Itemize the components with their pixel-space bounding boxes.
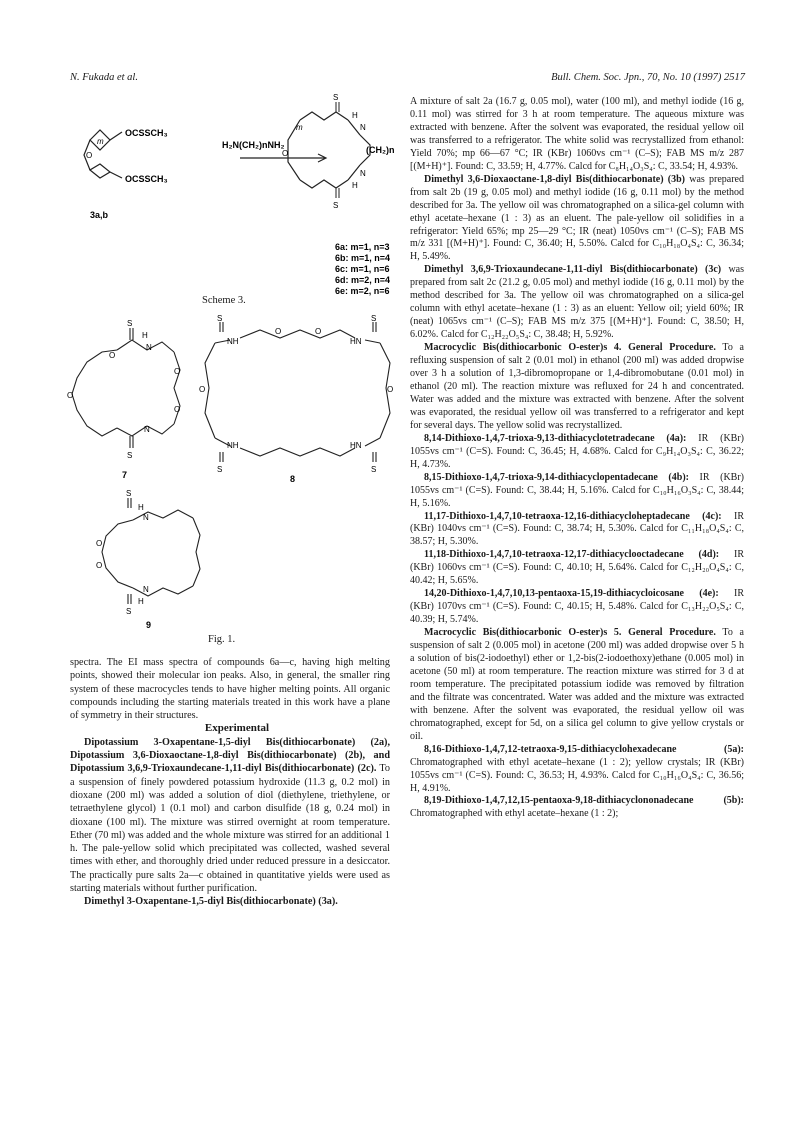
section-heading-experimental: Experimental (204, 722, 270, 735)
svg-text:N: N (143, 513, 149, 522)
start-group-top: OCSSCH₃ (125, 128, 168, 138)
right-paragraph-4: Macrocyclic Bis(dithiocarbonic O-ester)s 4. General Procedure. To a refluxing suspension of salt 2 (0.01 mol) in ethanol (200 ml) was added dropwise over 3 h a solution of 1,3-dibromopropane or 1,4-dibromobutane (0.01 mol) in ethanol (20 ml). The reaction mixture was refluxed for 24 h and concentrated. Water was added and the mixture was extracted with benzene. After the solvent was evaporated, the residual yellow oil was transferred to a refrigerator and kept for several days. The yellow solid was recrystallized. (410, 342, 744, 431)
svg-text:S: S (126, 607, 132, 616)
right-paragraph-11: 8,16-Dithioxo-1,4,7,12-tetraoxa-9,15-dithiacyclohexadecane (5a): Chromatographed with ethyl acetate–hexane (1 : 2); yellow crystals; IR (KBr) 1055vs cm⁻¹ (C=S). Found: C, 36.53; H, 4.93%. Calcd for C₁₀H₁₆O₄S₄: C, 36.56; H, 4.91%. (410, 743, 744, 794)
product-6a: 6a: m=1, n=3 (335, 242, 390, 252)
svg-text:S: S (127, 451, 133, 460)
product-6d: 6d: m=2, n=4 (335, 275, 391, 285)
left-paragraph-1: spectra. The EI mass spectra of compounds 6a—c, having high melting points, showed their molecular ion peaks. Also, in general, the smaller ring system of these macrocycles tends to have higher melting points. All organic compounds including the starting materials treated in this work have a plane of symmetry in their structures. (70, 657, 390, 722)
svg-text:O: O (275, 327, 282, 336)
structure-9-label: 9 (146, 620, 152, 630)
svg-text:O: O (387, 385, 394, 394)
left-paragraph-2: Dipotassium 3-Oxapentane-1,5-diyl Bis(dithiocarbonate) (2a), Dipotassium 3,6-Dioxaoctane-1,8-diyl Bis(dithiocarbonate) (2b), and Dipotassium 3,6,9-Trioxaundecane-1,11-diyl Bis(dithiocarbonate) (2c). To a suspension of finely powdered potassium hydroxide (11.3 g, 0.2 mol) in dioxane (200 ml) was added a solution of diol (diethylene, triethylene, or tetraethylene glycol) 1 (0.1 mol) and carbon disulfide (18 g, 0.24 mol) in dioxane (100 ml). The mixture was stirred overnight at room temperature. Ether (70 ml) was added and the whole mixture was stirred for an additional 1 h. The pale-yellow solid which precipitated was collected, washed several times with ether, and thoroughly dried under reduced pressure in a desiccator. The practically pure salts 2a—c obtained in quantitative yields were used as starting materials without further purification. (70, 736, 390, 895)
structure-8 (195, 314, 400, 488)
figure-caption: Fig. 1. (208, 634, 236, 645)
svg-text:O: O (199, 385, 206, 394)
product-h-top: H (352, 111, 358, 120)
right-paragraph-5: 8,14-Dithioxo-1,4,7-trioxa-9,13-dithiacyclotetradecane (4a): IR (KBr) 1055vs cm⁻¹ (C=S). Found: C, 36.45; H, 4.68%. Calcd for C₉H₁₄O₃S₄: C, 36.22; H, 4.73%. (410, 432, 745, 470)
svg-text:S: S (126, 489, 132, 498)
left-paragraph-3: Dimethyl 3-Oxapentane-1,5-diyl Bis(dithiocarbonate) (3a). (84, 896, 338, 908)
running-header-journal: Bull. Chem. Soc. Jpn., 70, No. 10 (1997) 2517 (551, 72, 745, 83)
structure-9 (88, 490, 228, 630)
svg-text:S: S (371, 314, 377, 323)
product-s-bottom: S (333, 201, 339, 210)
product-n-bottom: N (360, 169, 366, 178)
svg-text:O: O (96, 539, 103, 548)
left-column-text (70, 656, 390, 909)
svg-text:HN: HN (350, 337, 362, 346)
svg-text:HN: HN (350, 441, 362, 450)
svg-text:H: H (138, 597, 144, 606)
product-6e: 6e: m=2, n=6 (335, 286, 390, 296)
svg-text:S: S (127, 319, 133, 328)
svg-text:NH: NH (227, 337, 239, 346)
product-h-bottom: H (352, 181, 358, 190)
right-paragraph-9: 14,20-Dithioxo-1,4,7,10,13-pentaoxa-15,19-dithiacycloicosane (4e): IR (KBr) 1070vs cm⁻¹ (C=S). Found: C, 40.15; H, 5.48%. Calcd for C₁₃H₂₂O₅S₄: C, 40.39; H, 5.74%. (410, 588, 744, 626)
svg-text:N: N (144, 425, 150, 434)
start-m-label: m (97, 137, 104, 146)
start-compound-label: 3a,b (90, 210, 109, 220)
start-o-label: O (86, 151, 93, 160)
svg-text:S: S (217, 314, 223, 323)
running-header-authors: N. Fukada et al. (70, 72, 138, 83)
structure-7 (62, 320, 192, 480)
svg-text:N: N (143, 585, 149, 594)
product-o-left: O (282, 149, 289, 158)
right-paragraph-3: Dimethyl 3,6,9-Trioxaundecane-1,11-diyl Bis(dithiocarbonate) (3c) was prepared from salt 2c (21.2 g, 0.05 mol) and methyl iodide (16 g, 0.11 mol) by the method described for 3a. The yellow oil was chromatographed on a silica-gel column with ethyl acetate–hexane (1 : 3) as an eluent: Yellow oil; yield 60%; IR (neat) 1065vs cm⁻¹ (C–S); FAB MS m/z 375 [(M+H)⁺]. Found: C, 38.50; H, 6.02%. Calcd for C₁₂H₂₂O₅S₄: C, 38.48; H, 5.92%. (410, 264, 745, 341)
right-column-text (410, 96, 744, 821)
structure-8-label: 8 (290, 474, 296, 484)
scheme-caption: Scheme 3. (202, 295, 246, 306)
svg-text:H: H (138, 503, 144, 512)
svg-text:H: H (142, 331, 148, 340)
reagent-label: H₂N(CH₂)nNH₂ (222, 140, 285, 150)
right-paragraph-12: 8,19-Dithioxo-1,4,7,12,15-pentaoxa-9,18-dithiacyclononadecane (5b): Chromatographed with ethyl acetate–hexane (1 : 2); (410, 795, 744, 820)
svg-text:S: S (371, 465, 377, 474)
right-paragraph-2: Dimethyl 3,6-Dioxaoctane-1,8-diyl Bis(dithiocarbonate) (3b) was prepared from salt 2b (19 g, 0.05 mol) and methyl iodide (16 g, 0.11 mol) by the method described for 3a. The yellow oil was chromatographed on a silica-gel column with ethyl acetate–hexane (1 : 3) as an eluent. The pale-yellow oil solidifies in a refrigerator: Yield 65%; mp 25—29 °C; IR (neat) 1050vs cm⁻¹ (C–S); FAB MS m/z 331 [(M+H)⁺]. Found: C, 36.40; H, 5.50%. Calcd for C₁₀H₁₈O₄S₄: C, 36.34; H, 5.49%. (410, 173, 744, 263)
right-paragraph-10: Macrocyclic Bis(dithiocarbonic O-ester)s 5. General Procedure. To a suspension of salt 2 (0.005 mol) in acetone (200 ml) was added dropwise over 5 h a solution of bis(2-iodoethyl) ether or 1,2-bis(2-iodoethoxy)ethane (0.005 mol) in acetone (50 ml) at room temperature. The reaction mixture was stirred for 3 d at room temperature. The precipitated potassium iodide was removed by filtration and the filtrate was concentrated. Water was added and the mixture was extracted with benzene. After the solvent was evaporated, the residual yellow oil was chromatographed, except for 5d, on a silica gel column to give yellow crystals or oil. (410, 627, 744, 742)
right-paragraph-8: 11,18-Dithioxo-1,4,7,10-tetraoxa-12,17-dithiacyclooctadecane (4d): IR (KBr) 1060vs cm⁻¹ (C=S). Found: C, 40.10; H, 5.64%. Calcd for C₁₂H₂₀O₄S₄: C, 40.42; H, 5.65%. (410, 549, 745, 587)
right-paragraph-7: 11,17-Dithioxo-1,4,7,10-tetraoxa-12,16-dithiacycloheptadecane (4c): IR (KBr) 1040vs cm⁻¹ (C=S). Found: C, 38.74; H, 5.30%. Calcd for C₁₁H₁₈O₄S₄: C, 38.57; H, 5.30%. (410, 510, 745, 548)
structure-7-label: 7 (122, 470, 128, 480)
svg-text:N: N (146, 343, 152, 352)
svg-text:NH: NH (227, 441, 239, 450)
product-m-label: m (296, 123, 303, 132)
svg-text:O: O (174, 405, 181, 414)
right-paragraph-6: 8,15-Dithioxo-1,4,7-trioxa-9,14-dithiacyclopentadecane (4b): IR (KBr) 1055vs cm⁻¹ (C=S). Found: C, 38.44; H, 5.16%. Calcd for C₁₀H₁₆O₃S₄: C, 38.44; H, 5.16%. (410, 471, 744, 509)
scheme-3-diagram (70, 93, 400, 300)
product-n-top: N (360, 123, 366, 132)
svg-text:O: O (96, 561, 103, 570)
right-paragraph-1: A mixture of salt 2a (16.7 g, 0.05 mol), water (100 ml), and methyl iodide (16 g, 0.11 mol) was stirred for 3 h at room temperature. The aqueous mixture was extracted with benzene. After the solvent was evaporated, the residual yellow oil was transferred to a refrigerator. The white solid was recrystallized from ethanol: Yield 70%; mp 66—67 °C; IR (KBr) 1060vs cm⁻¹ (C–S); FAB MS m/z 287 [(M+H)⁺]. Found: C, 33.59; H, 4.77%. Calcd for C₈H₁₄O₃S₄: C, 33.54; H, 4.93%. (410, 96, 744, 172)
svg-text:O: O (315, 327, 322, 336)
product-chain-label: (CH₂)n (366, 145, 395, 155)
svg-text:O: O (67, 391, 74, 400)
start-group-bottom: OCSSCH₃ (125, 174, 168, 184)
svg-text:O: O (174, 367, 181, 376)
product-6b: 6b: m=1, n=4 (335, 253, 391, 263)
svg-text:S: S (217, 465, 223, 474)
product-6c: 6c: m=1, n=6 (335, 264, 390, 274)
product-s-top: S (333, 93, 339, 102)
svg-text:O: O (109, 351, 116, 360)
